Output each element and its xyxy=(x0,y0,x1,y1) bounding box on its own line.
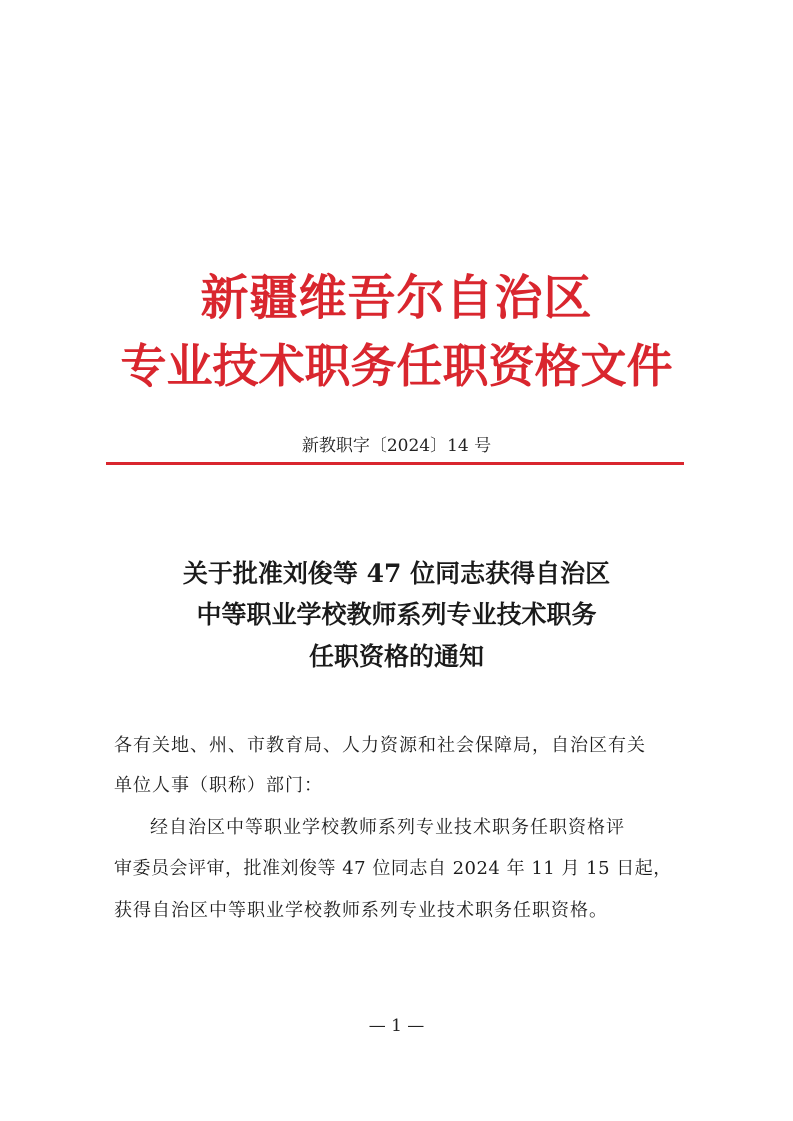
document-title-line1: 关于批准刘俊等 47 位同志获得自治区 xyxy=(182,559,611,588)
body-text-line: 审委员会评审，批准刘俊等 47 位同志自 2024 年 11 月 15 日起， xyxy=(114,858,672,879)
header-divider xyxy=(106,462,684,465)
body-text-line: 经自治区中等职业学校教师系列专业技术职务任职资格评 xyxy=(150,817,625,838)
document-number: 新教职字〔2024〕14 号 xyxy=(301,436,492,456)
issuer-header-line2: 专业技术职务任职资格文件 xyxy=(120,339,673,393)
body-text-line: 获得自治区中等职业学校教师系列专业技术职务任职资格。 xyxy=(114,900,608,921)
document-title-line3: 任职资格的通知 xyxy=(308,642,484,671)
body-text-line: 单位人事（职称）部门： xyxy=(114,775,323,796)
body-text-line: 各有关地、州、市教育局、人力资源和社会保障局，自治区有关 xyxy=(114,735,646,756)
document-title-line2: 中等职业学校教师系列专业技术职务 xyxy=(196,600,597,629)
page-number: — 1 — xyxy=(368,1016,425,1036)
issuer-header-line1: 新疆维吾尔自治区 xyxy=(200,270,593,326)
